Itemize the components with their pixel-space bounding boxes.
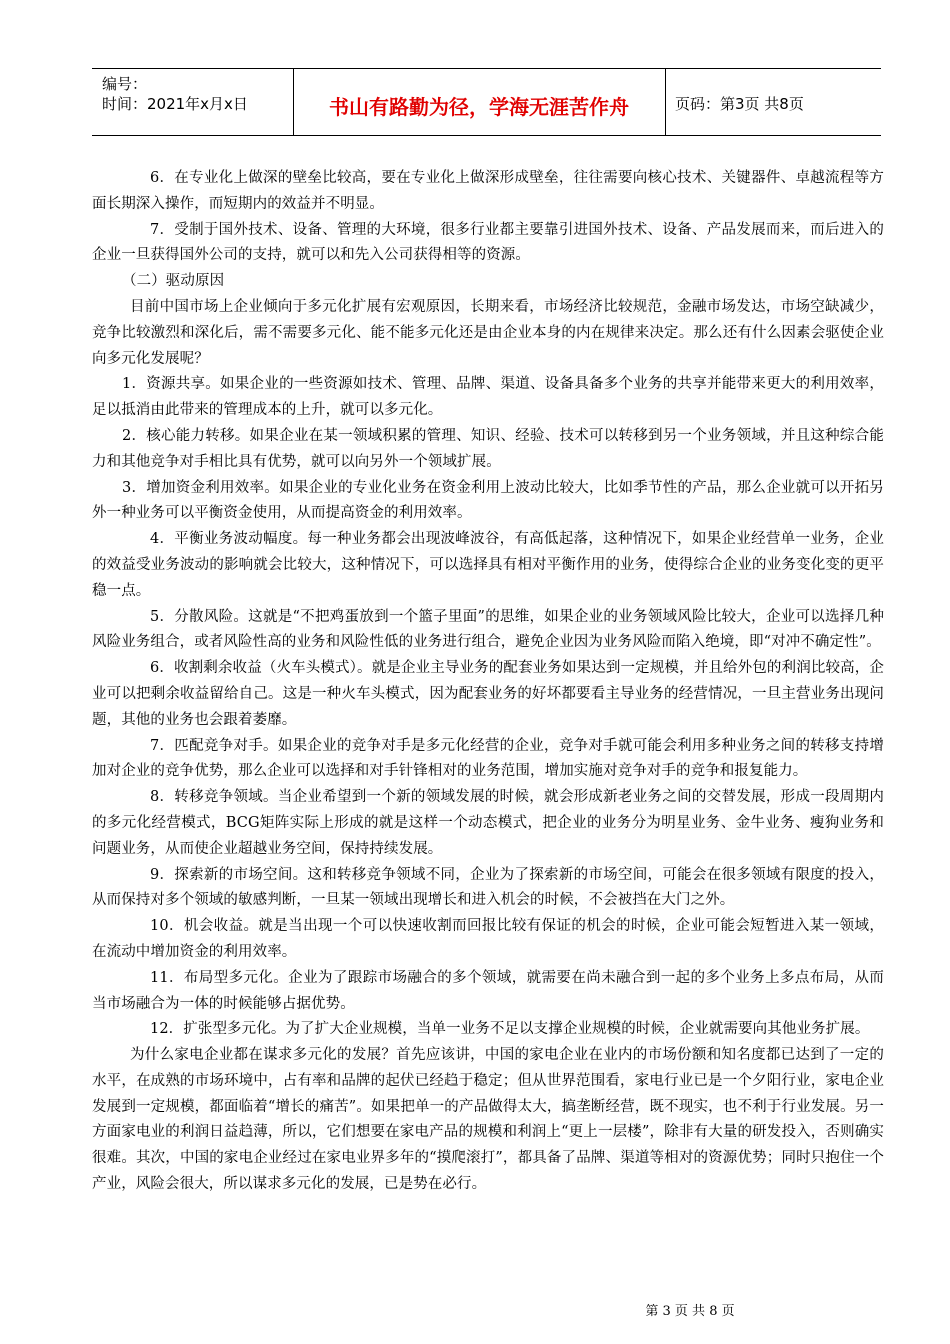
- header-page: [665, 69, 881, 135]
- page-label: 页码：第3页 共8页: [675, 95, 804, 113]
- paragraph: 10．机会收益。就是当出现一个可以快速收割而回报比较有保证的机会的时候，企业可能会短暂进入某一领域，在流动中增加资金的利用效率。: [92, 918, 884, 960]
- paragraph: 4．平衡业务波动幅度。每一种业务都会出现波峰波谷，有高低起落，这种情况下，如果企业经营单一业务，企业的效益受业务波动的影响就会比较大，这种情况下，可以选择具有相对平衡作用的业务，使得综合企业的业务变化变的更平稳一点。: [92, 531, 884, 599]
- number-label: 编号：: [102, 75, 148, 93]
- paragraph: 6．收割剩余收益（火车头模式）。就是企业主导业务的配套业务如果达到一定规模，并且给外包的利润比较高，企业可以把剩余收益留给自己。这是一种火车头模式，因为配套业务的好坏都要看主导业务的经营情况，一旦主营业务出现问题，其他的业务也会跟着萎靡。: [92, 660, 884, 728]
- paragraph: 1．资源共享。如果企业的一些资源如技术、管理、品牌、渠道、设备具备多个业务的共享并能带来更大的利用效率，足以抵消由此带来的管理成本的上升，就可以多元化。: [92, 376, 884, 419]
- paragraph: 6．在专业化上做深的壁垒比较高，要在专业化上做深形成壁垒，往往需要向核心技术、关键器件、卓越流程等方面长期深入操作，而短期内的效益并不明显。: [92, 170, 884, 212]
- paragraph: 为什么家电企业都在谋求多元化的发展？首先应该讲，中国的家电企业在业内的市场份额和知名度都已达到了一定的水平，在成熟的市场环境中，占有率和品牌的起伏已经趋于稳定；但从世界范围看，家电行业已是一个夕阳行业，家电企业发展到一定规模，都面临着“增长的痛苦”。如果把单一的产品做得太大，搞垄断经营，既不现实，也不利于行业发展。另一方面家电业的利润日益趋薄，所以，它们想要在家电产品的规模和利润上“更上一层楼”，除非有大量的研发投入，否则确实很难。其次，中国的家电企业经过在家电业界多年的“摸爬滚打”，都具备了品牌、渠道等相对的资源优势；同时只抱住一个产业，风险会很大，所以谋求多元化的发展，已是势在必行。: [92, 1047, 884, 1193]
- document-body: [92, 166, 884, 1198]
- paragraph: 8．转移竞争领域。当企业希望到一个新的领域发展的时候，就会形成新老业务之间的交替发展，形成一段周期内的多元化经营模式，BCG矩阵实际上形成的就是这样一个动态模式，把企业的业务分为明星业务、金牛业务、瘦狗业务和问题业务，从而使企业超越业务空间，保持持续发展。: [92, 789, 884, 857]
- time-label: 时间：2021年x月x日: [102, 95, 248, 113]
- paragraph: 11．布局型多元化。企业为了跟踪市场融合的多个领域，就需要在尚未融合到一起的多个业务上多点布局，从而当市场融合为一体的时候能够占据优势。: [92, 969, 884, 1012]
- paragraph: 12．扩张型多元化。为了扩大企业规模，当单一业务不足以支撑企业规模的时候，企业就需要向其他业务扩展。: [150, 1021, 870, 1038]
- section-heading: （二）驱动原因: [122, 273, 225, 290]
- motto-text: 书山有路勤为径，学海无涯苦作舟: [329, 95, 629, 119]
- paragraph: 7．匹配竞争对手。如果企业的竞争对手是多元化经营的企业，竞争对手就可能会利用多种业务之间的转移支持增加对企业的竞争优势，那么企业可以选择和对手针锋相对的业务范围，增加实施对竞争对手的竞争和报复能力。: [92, 737, 884, 780]
- paragraph: 5．分散风险。这就是“不把鸡蛋放到一个篮子里面”的思维，如果企业的业务领域风险比较大，企业可以选择几种风险业务组合，或者风险性高的业务和风险性低的业务进行组合，避免企业因为业务风险而陷入绝境，即“对冲不确定性”。: [92, 608, 884, 651]
- paragraph: 2．核心能力转移。如果企业在某一领域积累的管理、知识、经验、技术可以转移到另一个业务领域，并且这种综合能力和其他竞争对手相比具有优势，就可以向另外一个领域扩展。: [92, 427, 884, 470]
- paragraph: 3．增加资金利用效率。如果企业的专业化业务在资金利用上波动比较大，比如季节性的产品，那么企业就可以开拓另外一种业务可以平衡资金使用，从而提高资金的利用效率。: [92, 479, 884, 522]
- paragraph: 9．探索新的市场空间。这和转移竞争领域不同，企业为了探索新的市场空间，可能会在很多领域有限度的投入，从而保持对多个领域的敏感判断，一旦某一领域出现增长和进入机会的时候，不会被挡在大门之外。: [92, 866, 884, 909]
- page-footer: 第 3 页 共 8 页: [645, 1304, 735, 1319]
- paragraph: 7．受制于国外技术、设备、管理的大环境，很多行业都主要靠引进国外技术、设备、产品发展而来，而后进入的企业一旦获得国外公司的支持，就可以和先入公司获得相等的资源。: [92, 221, 884, 264]
- paragraph: 目前中国市场上企业倾向于多元化扩展有宏观原因，长期来看，市场经济比较规范，金融市场发达，市场空缺减少，竞争比较激烈和深化后，需不需要多元化、能不能多元化还是由企业本身的内在规律来决定。那么还有什么因素会驱使企业向多元化发展呢？: [92, 298, 884, 367]
- header-meta: [92, 69, 294, 135]
- page-header: [92, 68, 881, 136]
- header-motto: [293, 69, 666, 135]
